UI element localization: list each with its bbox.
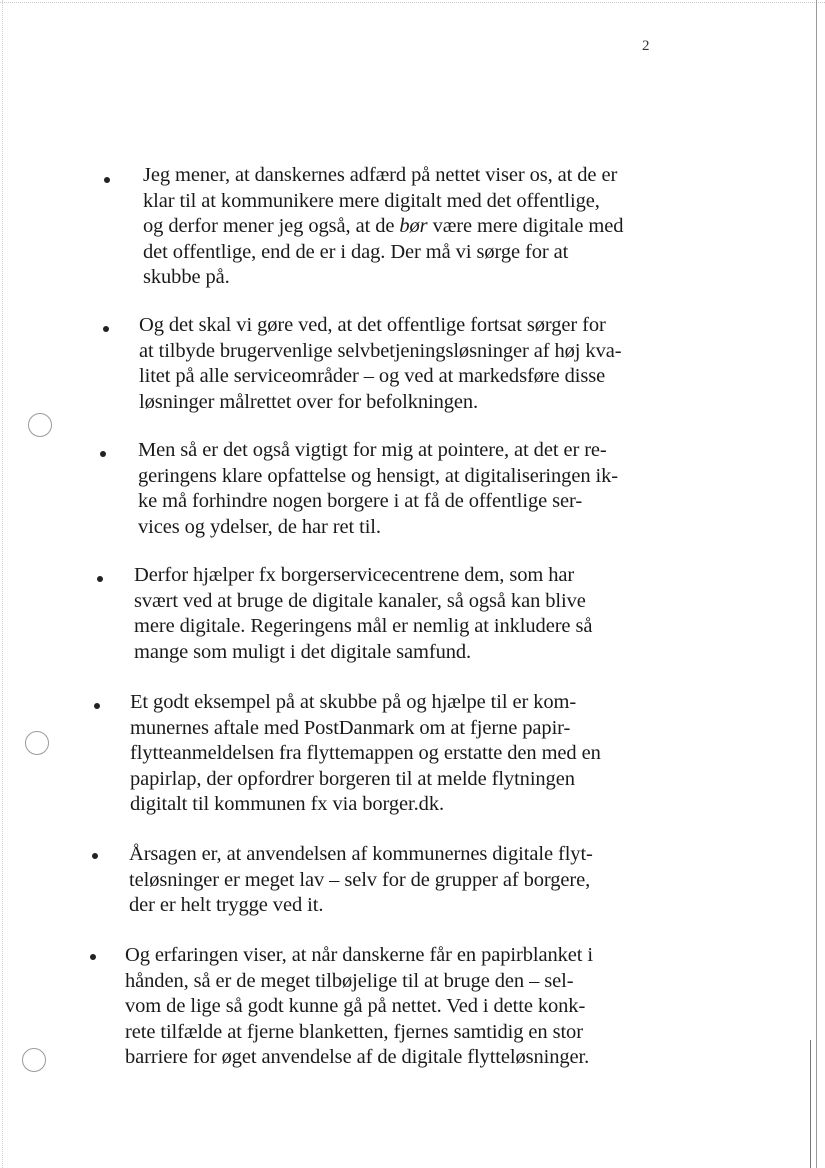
bullet-text-5: Et godt eksempel på at skubbe på og hjælpe til er kom- munernes aftale med PostDanmark om at fjerne papir- flytteanmeldelsen fra flyttemappen og erstatte den med en papirlap, der opfordrer borgeren til at melde flytningen digitalt til kommunen fx via borger.dk.: [130, 691, 601, 815]
punch-hole-top: [28, 413, 52, 437]
bullet-text-7: Og erfaringen viser, at når danskerne får en papirblanket i hånden, så er de meget tilbøjelige til at bruge den – sel- vom de lige så godt kunne gå på nettet. Ved i dette konk- rete tilfælde at fjerne blanketten, fjernes samtidig en stor barriere for øget anvendelse af de digitale flytteløsninger.: [125, 944, 593, 1068]
bullet-1-line-4: det offentlige, end de er i dag. Der må vi sørge for at: [143, 240, 569, 263]
bullet-1-emphasis: bør: [399, 215, 428, 237]
bullet-text-6: Årsagen er, at anvendelsen af kommunernes digitale flyt- teløsninger er meget lav – selv for de grupper af borgere, der er helt trygge ved it.: [129, 843, 593, 916]
bullet-text-4: Derfor hjælper fx borgerservicecentrene dem, som har svært ved at bruge de digitale kanaler, så også kan blive mere digitale. Regeringens mål er nemlig at inkludere så mange som muligt i det digitale samfund.: [134, 564, 593, 663]
scan-edge-right-inner: [810, 1040, 811, 1168]
bullet-dot: [92, 853, 98, 859]
bullet-1-line-2: klar til at kommunikere mere digitalt med det offentlige,: [143, 189, 600, 212]
bullet-text-1: [143, 163, 643, 291]
bullet-dot: [94, 703, 100, 709]
bullet-1-line-3-before: og derfor mener jeg også, at de: [143, 215, 400, 237]
punch-hole-middle: [25, 731, 49, 755]
scan-edge-right: [816, 0, 817, 1168]
bullet-1-line-3-after: være mere digitale med: [427, 215, 624, 237]
bullet-dot: [97, 576, 103, 582]
bullet-dot: [90, 954, 96, 960]
page-border-top: [0, 2, 825, 3]
bullet-dot: [103, 326, 109, 332]
page-border-left: [2, 0, 3, 1168]
punch-hole-bottom: [22, 1048, 46, 1072]
bullet-text-3: Men så er det også vigtigt for mig at pointere, at det er re- geringens klare opfattelse og hensigt, at digitaliseringen ik- ke må forhindre nogen borgere i at få de offentlige ser- vices og ydelser, de har ret til.: [138, 439, 618, 538]
bullet-1-line-5: skubbe på.: [143, 266, 230, 288]
bullet-dot: [104, 177, 110, 183]
page-number: 2: [642, 38, 650, 54]
bullet-dot: [100, 451, 106, 457]
bullet-1-line-1: Jeg mener, at danskernes adfærd på nettet viser os, at de er: [143, 164, 618, 186]
bullet-text-2: Og det skal vi gøre ved, at det offentlige fortsat sørger for at tilbyde brugervenlige selvbetjeningsløsninger af høj kva- litet på alle serviceområder – og ved at markedsføre disse løsninger målrettet over for befolkningen.: [139, 314, 622, 413]
